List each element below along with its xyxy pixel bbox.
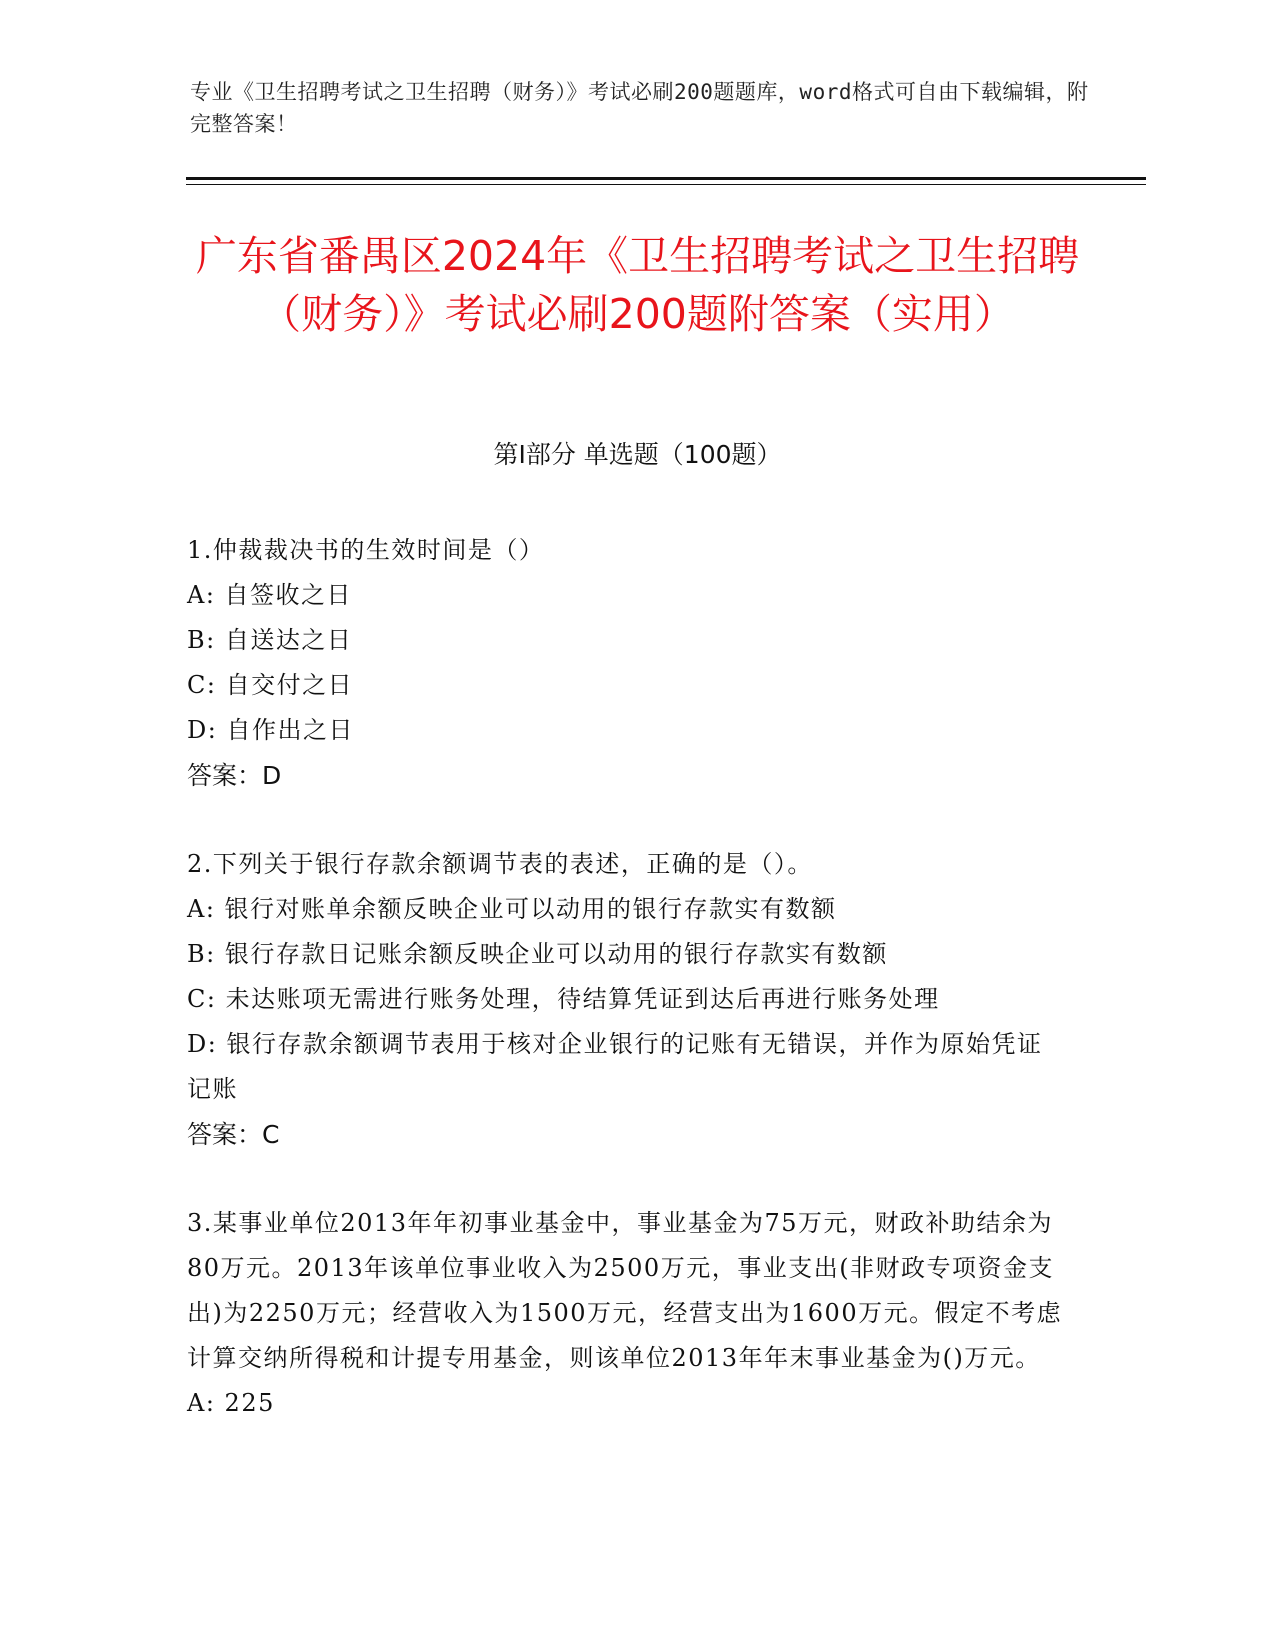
question-stem: 2.下列关于银行存款余额调节表的表述，正确的是（）。: [187, 850, 813, 878]
answer-line: 答案：D: [187, 761, 282, 790]
question-stem: 1.仲裁裁决书的生效时间是（）: [187, 536, 545, 564]
option-a: A: 225: [187, 1389, 275, 1417]
option-d: D: 自作出之日: [187, 716, 354, 744]
header-note: 专业《卫生招聘考试之卫生招聘（财务）》考试必刷200题题库，word格式可自由下载编辑，附完整答案！: [190, 80, 1089, 136]
option-c: C: 自交付之日: [187, 671, 354, 699]
option-c: C: 未达账项无需进行账务处理，待结算凭证到达后再进行账务处理: [187, 985, 940, 1013]
question-stem: 3.某事业单位2013年年初事业基金中，事业基金为75万元，财政补助结余为80万元。2013年该单位事业收入为2500万元，事业支出(非财政专项资金支出)为2250万元；经营收入为1500万元，经营支出为1600万元。假定不考虑计算交纳所得税和计提专用基金，则该单位2013年年末事业基金为()万元。: [187, 1209, 1063, 1372]
question-list: [187, 528, 1067, 1470]
option-b: B: 自送达之日: [187, 626, 353, 654]
header-divider-thin: [186, 184, 1146, 185]
option-a: A: 银行对账单余额反映企业可以动用的银行存款实有数额: [187, 895, 837, 923]
section-heading: 第I部分 单选题（100题）: [493, 440, 782, 469]
header-divider-thick: [186, 177, 1146, 180]
option-a: A: 自签收之日: [187, 581, 353, 609]
question-3: [187, 1201, 1067, 1426]
option-d: D: 银行存款余额调节表用于核对企业银行的记账有无错误，并作为原始凭证记账: [187, 1030, 1043, 1103]
option-b: B: 银行存款日记账余额反映企业可以动用的银行存款实有数额: [187, 940, 888, 968]
question-2: [187, 842, 1067, 1157]
question-1: [187, 528, 1067, 798]
document-title: 广东省番禺区2024年《卫生招聘考试之卫生招聘（财务）》考试必刷200题附答案（实用）: [195, 232, 1080, 338]
answer-line: 答案：C: [187, 1120, 280, 1149]
